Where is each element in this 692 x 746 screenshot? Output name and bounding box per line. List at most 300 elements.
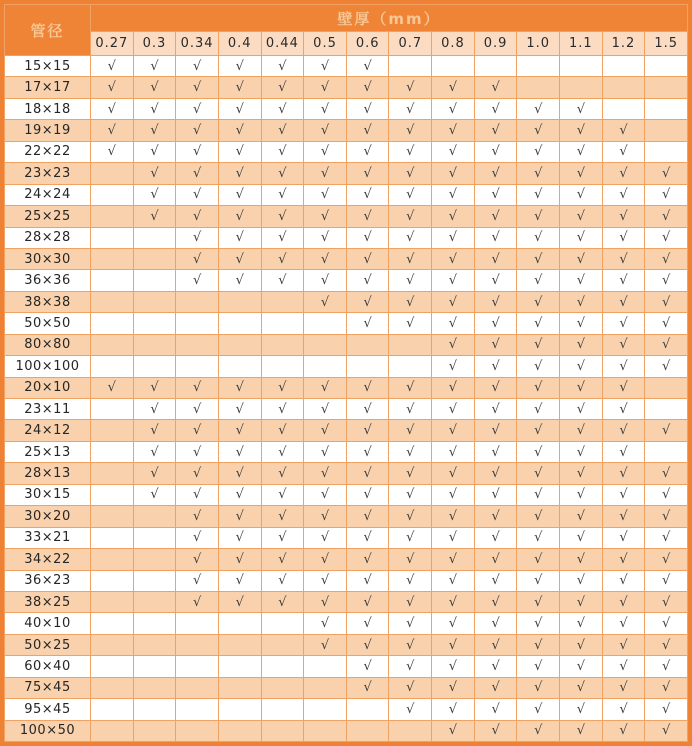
table-row bbox=[5, 399, 688, 420]
check-cell: √ bbox=[602, 399, 645, 420]
empty-cell bbox=[91, 506, 134, 527]
check-cell: √ bbox=[389, 549, 432, 570]
empty-cell bbox=[261, 334, 304, 355]
empty-cell bbox=[602, 98, 645, 119]
check-cell: √ bbox=[432, 441, 475, 462]
check-cell: √ bbox=[346, 506, 389, 527]
check-cell: √ bbox=[474, 506, 517, 527]
check-cell: √ bbox=[389, 506, 432, 527]
check-cell: √ bbox=[517, 399, 560, 420]
col-header-1.5: 1.5 bbox=[645, 32, 688, 56]
empty-cell bbox=[304, 656, 347, 677]
check-cell: √ bbox=[517, 98, 560, 119]
empty-cell bbox=[261, 656, 304, 677]
check-cell: √ bbox=[602, 120, 645, 141]
row-label: 23×23 bbox=[5, 163, 91, 184]
empty-cell bbox=[261, 720, 304, 741]
table-row bbox=[5, 613, 688, 634]
check-cell: √ bbox=[645, 206, 688, 227]
check-cell: √ bbox=[218, 77, 261, 98]
empty-cell bbox=[645, 399, 688, 420]
check-cell: √ bbox=[432, 613, 475, 634]
row-label: 17×17 bbox=[5, 77, 91, 98]
col-header-0.7: 0.7 bbox=[389, 32, 432, 56]
header-row-top bbox=[5, 5, 688, 32]
check-cell: √ bbox=[346, 549, 389, 570]
col-header-1.0: 1.0 bbox=[517, 32, 560, 56]
check-cell: √ bbox=[517, 677, 560, 698]
check-cell: √ bbox=[560, 377, 603, 398]
check-cell: √ bbox=[261, 441, 304, 462]
check-cell: √ bbox=[517, 506, 560, 527]
row-label: 34×22 bbox=[5, 549, 91, 570]
table-row bbox=[5, 270, 688, 291]
check-cell: √ bbox=[560, 141, 603, 162]
row-label: 100×100 bbox=[5, 356, 91, 377]
check-cell: √ bbox=[389, 184, 432, 205]
check-cell: √ bbox=[218, 420, 261, 441]
check-cell: √ bbox=[432, 227, 475, 248]
row-label: 25×25 bbox=[5, 206, 91, 227]
check-cell: √ bbox=[560, 356, 603, 377]
check-cell: √ bbox=[176, 377, 219, 398]
table-row bbox=[5, 227, 688, 248]
col-header-0.34: 0.34 bbox=[176, 32, 219, 56]
check-cell: √ bbox=[389, 227, 432, 248]
empty-cell bbox=[218, 634, 261, 655]
table-row bbox=[5, 356, 688, 377]
pipe-diameter-header: 管径 bbox=[5, 5, 91, 56]
check-cell: √ bbox=[389, 420, 432, 441]
check-cell: √ bbox=[389, 656, 432, 677]
check-cell: √ bbox=[176, 56, 219, 77]
check-cell: √ bbox=[176, 506, 219, 527]
table-row bbox=[5, 334, 688, 355]
check-cell: √ bbox=[346, 313, 389, 334]
empty-cell bbox=[645, 56, 688, 77]
check-cell: √ bbox=[218, 206, 261, 227]
check-cell: √ bbox=[346, 570, 389, 591]
check-cell: √ bbox=[432, 248, 475, 269]
check-cell: √ bbox=[133, 184, 176, 205]
check-cell: √ bbox=[346, 184, 389, 205]
check-cell: √ bbox=[218, 441, 261, 462]
check-cell: √ bbox=[474, 420, 517, 441]
check-cell: √ bbox=[602, 227, 645, 248]
empty-cell bbox=[91, 527, 134, 548]
table-row bbox=[5, 463, 688, 484]
check-cell: √ bbox=[432, 334, 475, 355]
row-label: 28×13 bbox=[5, 463, 91, 484]
empty-cell bbox=[91, 313, 134, 334]
empty-cell bbox=[176, 291, 219, 312]
check-cell: √ bbox=[176, 270, 219, 291]
check-cell: √ bbox=[218, 549, 261, 570]
check-cell: √ bbox=[218, 377, 261, 398]
empty-cell bbox=[133, 313, 176, 334]
check-cell: √ bbox=[261, 399, 304, 420]
empty-cell bbox=[304, 356, 347, 377]
check-cell: √ bbox=[218, 506, 261, 527]
empty-cell bbox=[346, 720, 389, 741]
col-header-1.2: 1.2 bbox=[602, 32, 645, 56]
check-cell: √ bbox=[517, 141, 560, 162]
check-cell: √ bbox=[474, 441, 517, 462]
empty-cell bbox=[218, 699, 261, 720]
empty-cell bbox=[176, 334, 219, 355]
empty-cell bbox=[91, 399, 134, 420]
check-cell: √ bbox=[474, 484, 517, 505]
check-cell: √ bbox=[133, 141, 176, 162]
table-row bbox=[5, 441, 688, 462]
check-cell: √ bbox=[645, 248, 688, 269]
empty-cell bbox=[133, 570, 176, 591]
check-cell: √ bbox=[389, 206, 432, 227]
check-cell: √ bbox=[432, 720, 475, 741]
check-cell: √ bbox=[304, 441, 347, 462]
check-cell: √ bbox=[346, 591, 389, 612]
check-cell: √ bbox=[602, 420, 645, 441]
check-cell: √ bbox=[304, 570, 347, 591]
check-cell: √ bbox=[91, 377, 134, 398]
check-cell: √ bbox=[474, 77, 517, 98]
check-cell: √ bbox=[432, 291, 475, 312]
check-cell: √ bbox=[560, 677, 603, 698]
thickness-header-row bbox=[5, 32, 688, 56]
check-cell: √ bbox=[517, 291, 560, 312]
check-cell: √ bbox=[346, 613, 389, 634]
check-cell: √ bbox=[304, 77, 347, 98]
table-row bbox=[5, 699, 688, 720]
check-cell: √ bbox=[176, 527, 219, 548]
table-row bbox=[5, 141, 688, 162]
empty-cell bbox=[91, 441, 134, 462]
check-cell: √ bbox=[517, 570, 560, 591]
table-row bbox=[5, 720, 688, 741]
check-cell: √ bbox=[560, 591, 603, 612]
check-cell: √ bbox=[602, 570, 645, 591]
check-cell: √ bbox=[560, 484, 603, 505]
check-cell: √ bbox=[517, 720, 560, 741]
check-cell: √ bbox=[133, 441, 176, 462]
check-cell: √ bbox=[645, 291, 688, 312]
check-cell: √ bbox=[432, 591, 475, 612]
check-cell: √ bbox=[218, 163, 261, 184]
table-row bbox=[5, 570, 688, 591]
check-cell: √ bbox=[602, 248, 645, 269]
check-cell: √ bbox=[304, 163, 347, 184]
check-cell: √ bbox=[432, 634, 475, 655]
check-cell: √ bbox=[218, 184, 261, 205]
empty-cell bbox=[218, 613, 261, 634]
row-label: 20×10 bbox=[5, 377, 91, 398]
table-row bbox=[5, 377, 688, 398]
check-cell: √ bbox=[517, 656, 560, 677]
check-cell: √ bbox=[645, 656, 688, 677]
check-cell: √ bbox=[474, 677, 517, 698]
check-cell: √ bbox=[560, 98, 603, 119]
row-label: 100×50 bbox=[5, 720, 91, 741]
empty-cell bbox=[176, 313, 219, 334]
empty-cell bbox=[133, 356, 176, 377]
empty-cell bbox=[91, 484, 134, 505]
check-cell: √ bbox=[133, 56, 176, 77]
check-cell: √ bbox=[261, 591, 304, 612]
row-label: 33×21 bbox=[5, 527, 91, 548]
check-cell: √ bbox=[389, 570, 432, 591]
empty-cell bbox=[133, 720, 176, 741]
check-cell: √ bbox=[560, 313, 603, 334]
check-cell: √ bbox=[346, 677, 389, 698]
row-label: 40×10 bbox=[5, 613, 91, 634]
empty-cell bbox=[261, 356, 304, 377]
check-cell: √ bbox=[432, 656, 475, 677]
row-label: 19×19 bbox=[5, 120, 91, 141]
row-label: 80×80 bbox=[5, 334, 91, 355]
check-cell: √ bbox=[389, 399, 432, 420]
check-cell: √ bbox=[560, 420, 603, 441]
empty-cell bbox=[218, 356, 261, 377]
empty-cell bbox=[91, 184, 134, 205]
check-cell: √ bbox=[432, 77, 475, 98]
check-cell: √ bbox=[261, 484, 304, 505]
row-label: 50×50 bbox=[5, 313, 91, 334]
table-row bbox=[5, 656, 688, 677]
check-cell: √ bbox=[602, 549, 645, 570]
table-row bbox=[5, 506, 688, 527]
empty-cell bbox=[133, 527, 176, 548]
check-cell: √ bbox=[602, 377, 645, 398]
check-cell: √ bbox=[432, 463, 475, 484]
check-cell: √ bbox=[560, 334, 603, 355]
check-cell: √ bbox=[389, 484, 432, 505]
row-label: 18×18 bbox=[5, 98, 91, 119]
empty-cell bbox=[517, 77, 560, 98]
col-header-0.44: 0.44 bbox=[261, 32, 304, 56]
check-cell: √ bbox=[346, 77, 389, 98]
check-cell: √ bbox=[389, 98, 432, 119]
empty-cell bbox=[176, 720, 219, 741]
check-cell: √ bbox=[432, 570, 475, 591]
check-cell: √ bbox=[517, 227, 560, 248]
empty-cell bbox=[91, 699, 134, 720]
check-cell: √ bbox=[304, 527, 347, 548]
check-cell: √ bbox=[517, 591, 560, 612]
check-cell: √ bbox=[432, 313, 475, 334]
empty-cell bbox=[91, 356, 134, 377]
empty-cell bbox=[176, 613, 219, 634]
check-cell: √ bbox=[133, 98, 176, 119]
check-cell: √ bbox=[645, 227, 688, 248]
check-cell: √ bbox=[474, 570, 517, 591]
check-cell: √ bbox=[602, 506, 645, 527]
check-cell: √ bbox=[602, 270, 645, 291]
check-cell: √ bbox=[346, 527, 389, 548]
empty-cell bbox=[389, 720, 432, 741]
check-cell: √ bbox=[176, 227, 219, 248]
check-cell: √ bbox=[560, 613, 603, 634]
check-cell: √ bbox=[261, 570, 304, 591]
check-cell: √ bbox=[474, 227, 517, 248]
empty-cell bbox=[176, 699, 219, 720]
check-cell: √ bbox=[218, 484, 261, 505]
check-cell: √ bbox=[218, 141, 261, 162]
empty-cell bbox=[133, 677, 176, 698]
check-cell: √ bbox=[560, 291, 603, 312]
check-cell: √ bbox=[602, 699, 645, 720]
check-cell: √ bbox=[602, 141, 645, 162]
table-row bbox=[5, 591, 688, 612]
check-cell: √ bbox=[304, 141, 347, 162]
table-row bbox=[5, 484, 688, 505]
check-cell: √ bbox=[389, 463, 432, 484]
check-cell: √ bbox=[432, 141, 475, 162]
check-cell: √ bbox=[176, 248, 219, 269]
check-cell: √ bbox=[346, 248, 389, 269]
table-row bbox=[5, 313, 688, 334]
check-cell: √ bbox=[560, 634, 603, 655]
check-cell: √ bbox=[560, 656, 603, 677]
check-cell: √ bbox=[389, 441, 432, 462]
check-cell: √ bbox=[432, 356, 475, 377]
empty-cell bbox=[645, 377, 688, 398]
check-cell: √ bbox=[432, 699, 475, 720]
check-cell: √ bbox=[602, 441, 645, 462]
check-cell: √ bbox=[517, 184, 560, 205]
check-cell: √ bbox=[474, 463, 517, 484]
empty-cell bbox=[261, 634, 304, 655]
check-cell: √ bbox=[91, 77, 134, 98]
check-cell: √ bbox=[346, 120, 389, 141]
check-cell: √ bbox=[304, 399, 347, 420]
check-cell: √ bbox=[602, 356, 645, 377]
check-cell: √ bbox=[602, 527, 645, 548]
check-cell: √ bbox=[474, 591, 517, 612]
check-cell: √ bbox=[218, 56, 261, 77]
check-cell: √ bbox=[176, 591, 219, 612]
empty-cell bbox=[218, 313, 261, 334]
check-cell: √ bbox=[517, 334, 560, 355]
check-cell: √ bbox=[517, 377, 560, 398]
empty-cell bbox=[602, 77, 645, 98]
check-cell: √ bbox=[176, 98, 219, 119]
table-row bbox=[5, 527, 688, 548]
check-cell: √ bbox=[474, 720, 517, 741]
check-cell: √ bbox=[432, 549, 475, 570]
check-cell: √ bbox=[474, 527, 517, 548]
check-cell: √ bbox=[261, 206, 304, 227]
check-cell: √ bbox=[304, 463, 347, 484]
check-cell: √ bbox=[389, 699, 432, 720]
check-cell: √ bbox=[261, 141, 304, 162]
check-cell: √ bbox=[346, 441, 389, 462]
check-cell: √ bbox=[218, 591, 261, 612]
check-cell: √ bbox=[176, 570, 219, 591]
check-cell: √ bbox=[560, 248, 603, 269]
check-cell: √ bbox=[560, 720, 603, 741]
check-cell: √ bbox=[218, 399, 261, 420]
check-cell: √ bbox=[346, 377, 389, 398]
check-cell: √ bbox=[346, 484, 389, 505]
check-cell: √ bbox=[517, 420, 560, 441]
col-header-0.4: 0.4 bbox=[218, 32, 261, 56]
empty-cell bbox=[91, 570, 134, 591]
check-cell: √ bbox=[517, 270, 560, 291]
check-cell: √ bbox=[389, 313, 432, 334]
check-cell: √ bbox=[389, 634, 432, 655]
empty-cell bbox=[645, 441, 688, 462]
check-cell: √ bbox=[517, 163, 560, 184]
check-cell: √ bbox=[432, 98, 475, 119]
check-cell: √ bbox=[346, 634, 389, 655]
check-cell: √ bbox=[176, 163, 219, 184]
empty-cell bbox=[91, 677, 134, 698]
check-cell: √ bbox=[304, 227, 347, 248]
empty-cell bbox=[602, 56, 645, 77]
check-cell: √ bbox=[218, 98, 261, 119]
check-cell: √ bbox=[304, 206, 347, 227]
empty-cell bbox=[176, 356, 219, 377]
check-cell: √ bbox=[133, 120, 176, 141]
check-cell: √ bbox=[474, 699, 517, 720]
empty-cell bbox=[218, 720, 261, 741]
table-row bbox=[5, 248, 688, 269]
check-cell: √ bbox=[389, 141, 432, 162]
check-cell: √ bbox=[560, 227, 603, 248]
empty-cell bbox=[133, 699, 176, 720]
empty-cell bbox=[91, 227, 134, 248]
row-label: 60×40 bbox=[5, 656, 91, 677]
check-cell: √ bbox=[261, 549, 304, 570]
col-header-1.1: 1.1 bbox=[560, 32, 603, 56]
check-cell: √ bbox=[133, 463, 176, 484]
check-cell: √ bbox=[91, 56, 134, 77]
check-cell: √ bbox=[218, 227, 261, 248]
check-cell: √ bbox=[91, 98, 134, 119]
check-cell: √ bbox=[304, 506, 347, 527]
check-cell: √ bbox=[560, 184, 603, 205]
check-cell: √ bbox=[304, 98, 347, 119]
check-cell: √ bbox=[645, 184, 688, 205]
empty-cell bbox=[645, 120, 688, 141]
check-cell: √ bbox=[474, 656, 517, 677]
check-cell: √ bbox=[645, 527, 688, 548]
empty-cell bbox=[133, 549, 176, 570]
table-row bbox=[5, 420, 688, 441]
check-cell: √ bbox=[432, 270, 475, 291]
check-cell: √ bbox=[474, 313, 517, 334]
check-cell: √ bbox=[218, 270, 261, 291]
check-cell: √ bbox=[432, 377, 475, 398]
empty-cell bbox=[176, 677, 219, 698]
empty-cell bbox=[304, 334, 347, 355]
table-row bbox=[5, 206, 688, 227]
check-cell: √ bbox=[261, 56, 304, 77]
empty-cell bbox=[176, 656, 219, 677]
check-cell: √ bbox=[261, 227, 304, 248]
empty-cell bbox=[91, 334, 134, 355]
check-cell: √ bbox=[304, 484, 347, 505]
check-cell: √ bbox=[432, 420, 475, 441]
empty-cell bbox=[304, 699, 347, 720]
check-cell: √ bbox=[645, 549, 688, 570]
check-cell: √ bbox=[346, 270, 389, 291]
check-cell: √ bbox=[133, 163, 176, 184]
check-cell: √ bbox=[218, 120, 261, 141]
empty-cell bbox=[91, 206, 134, 227]
check-cell: √ bbox=[261, 77, 304, 98]
empty-cell bbox=[261, 291, 304, 312]
